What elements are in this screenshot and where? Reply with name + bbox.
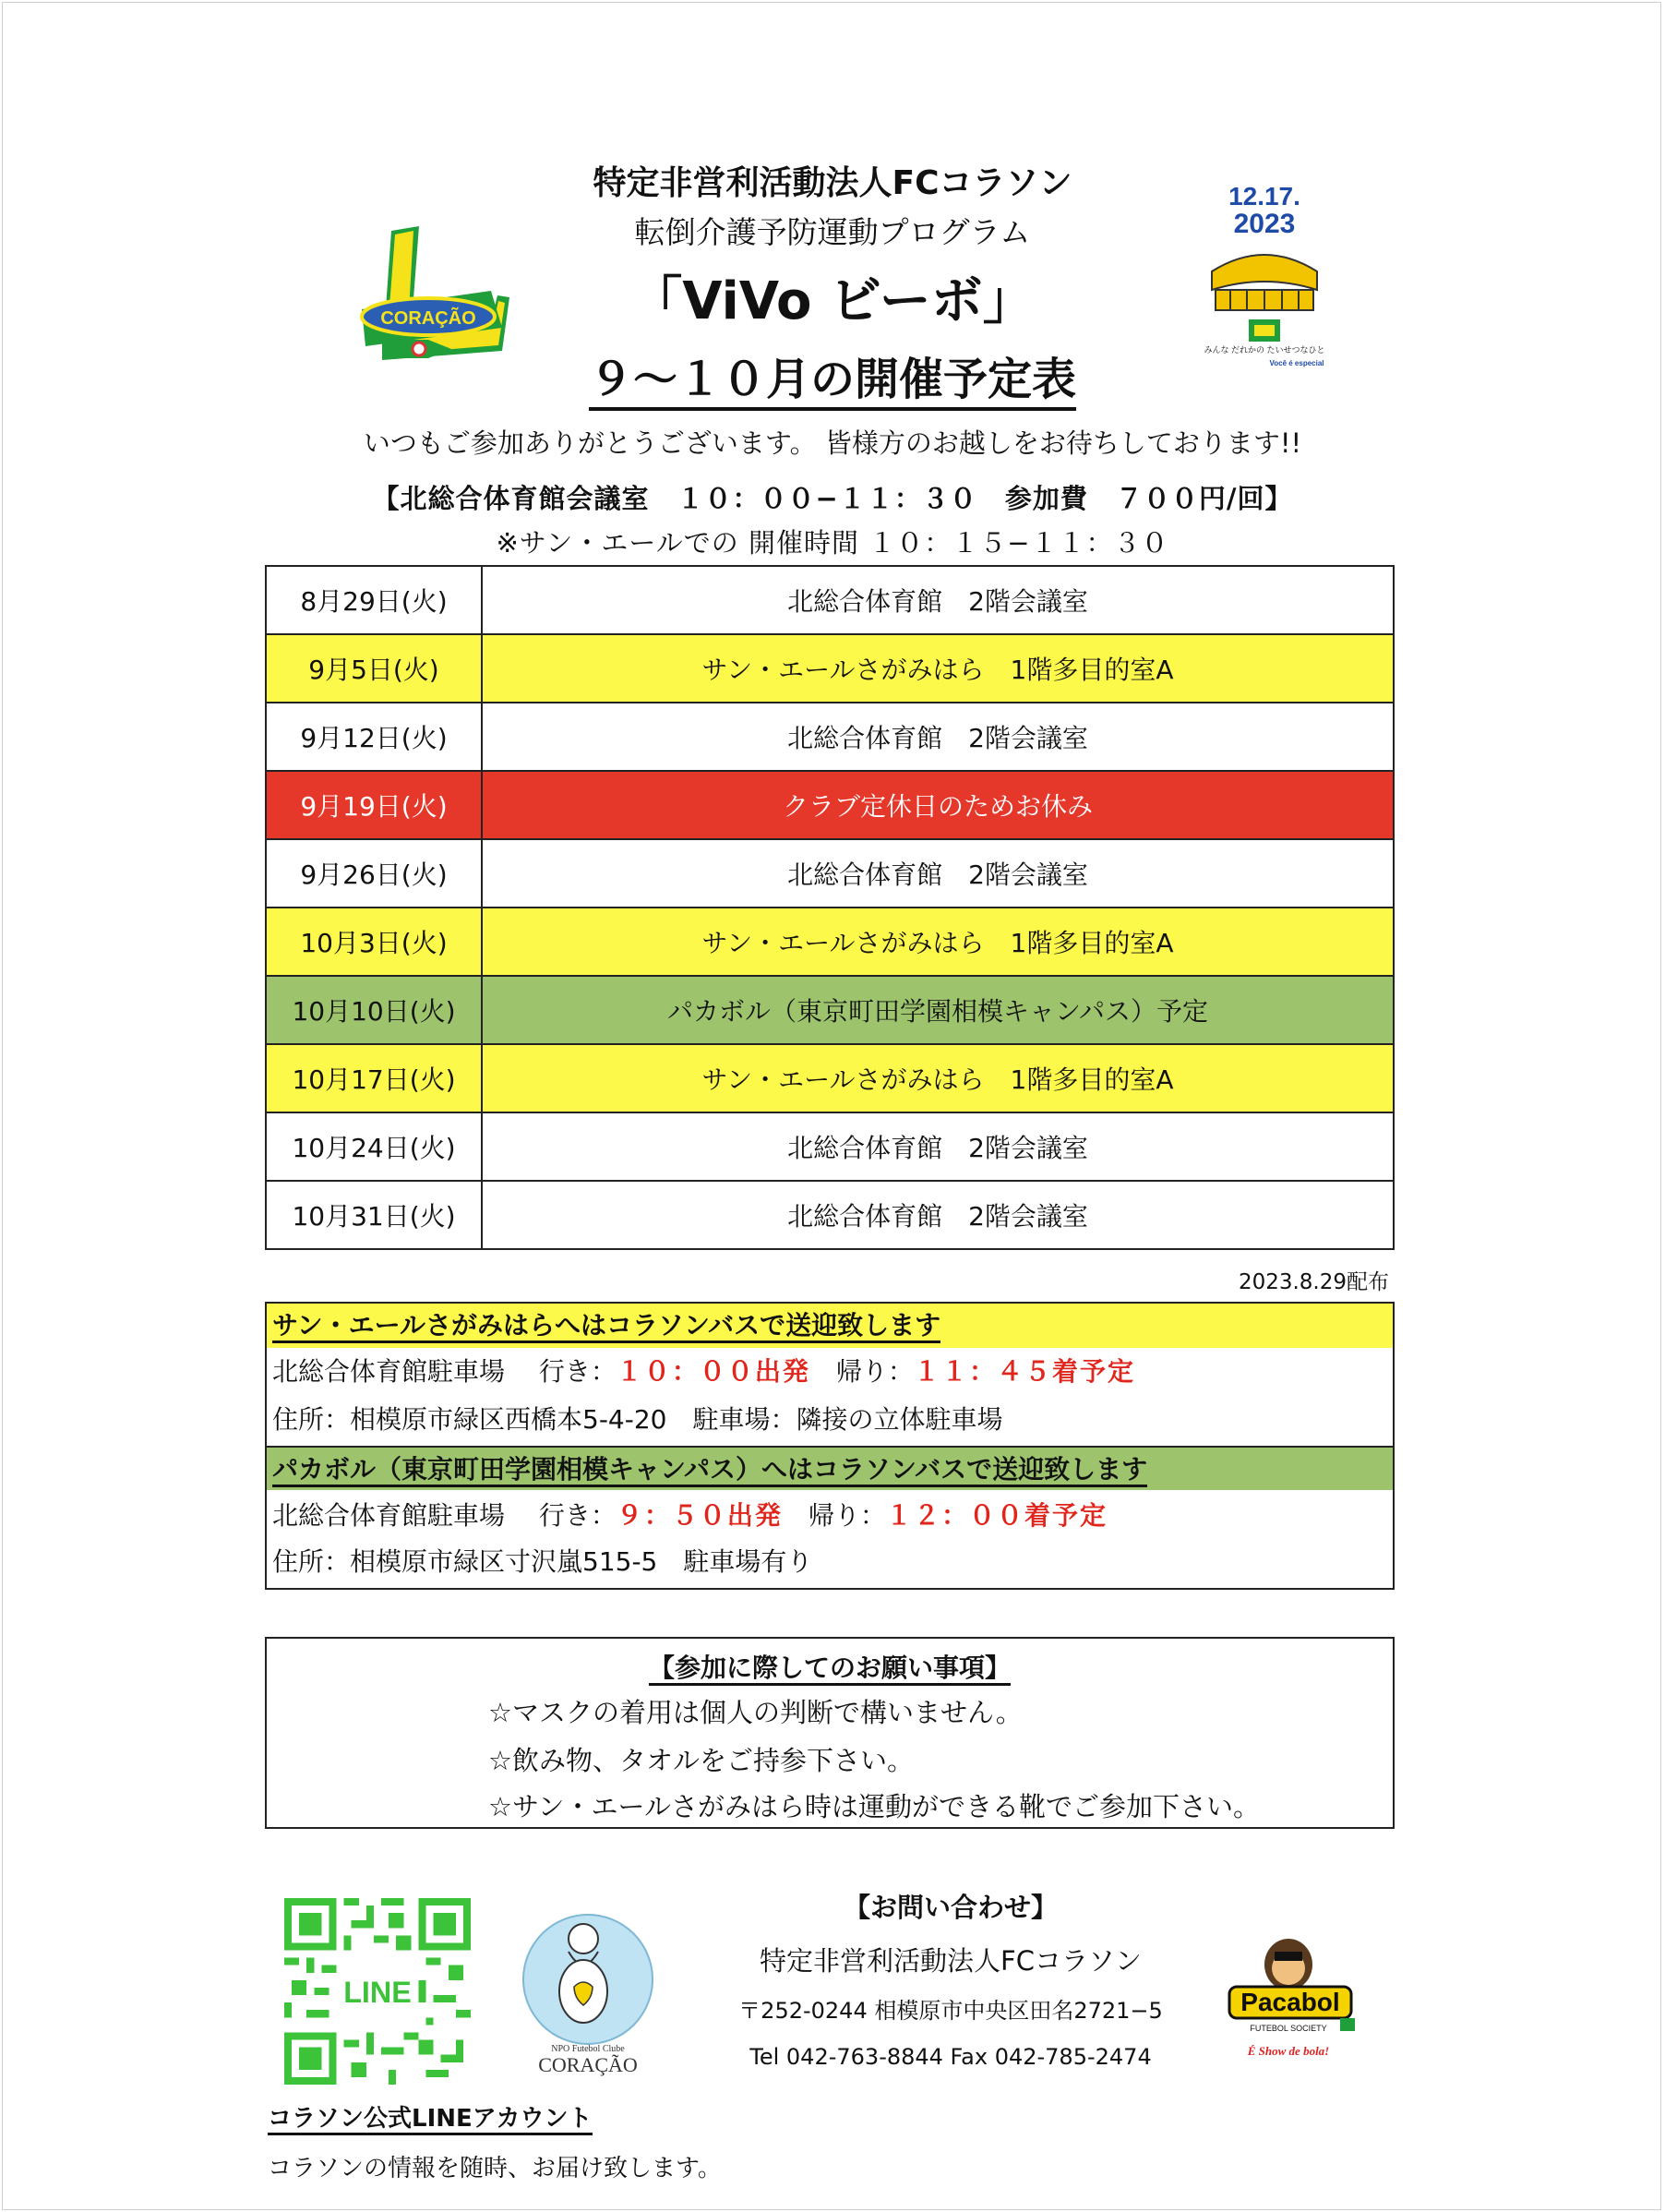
- coracao-logo-text: CORAÇÃO: [380, 308, 476, 329]
- schedule-row: [266, 1112, 1394, 1181]
- schedule-date: 10月10日(火): [266, 976, 482, 1044]
- schedule-place: サン・エールさがみはら 1階多目的室A: [482, 1044, 1394, 1112]
- pacabol-bus-heading-text: パカボル（東京町田学園相模キャンパス）へはコラソンバスで送迎致します: [272, 1454, 1147, 1487]
- schedule-row: [266, 839, 1394, 908]
- schedule-place: パカボル（東京町田学園相模キャンパス）予定: [482, 976, 1394, 1044]
- sunale-return-label: 帰り：: [809, 1356, 914, 1387]
- event-tagline-pt: Você é especial: [1269, 359, 1324, 367]
- schedule-row: [266, 1181, 1394, 1249]
- pacabol-logo: [1224, 1929, 1362, 2068]
- schedule-row: [266, 1044, 1394, 1112]
- mascot-name: CORAÇÃO: [538, 2053, 638, 2076]
- schedule-row: [266, 703, 1394, 771]
- line-account-title-text: コラソン公式LINEアカウント: [268, 2105, 593, 2135]
- coracao-mascot: [509, 1904, 666, 2079]
- contact-phone: Tel 042-763-8844 Fax 042-785-2474: [749, 2044, 1152, 2070]
- sunale-bus-heading-text: サン・エールさがみはらへはコラソンバスで送迎致します: [272, 1310, 940, 1343]
- event-date-line1: 12.17.: [1228, 182, 1300, 210]
- page-title: 「ViVo ビーボ」: [630, 271, 1035, 331]
- greeting-text: いつもご参加ありがとうございます。 皆様方のお越しをお待ちしております!!: [363, 427, 1302, 459]
- schedule-place: 北総合体育館 2階会議室: [482, 703, 1394, 771]
- pacabol-slogan: É Show de bola!: [1247, 2044, 1330, 2058]
- schedule-date: 9月12日(火): [266, 703, 482, 771]
- schedule-row: [266, 908, 1394, 976]
- pacabol-logo-text: Pacabol: [1240, 1988, 1340, 2016]
- org-name: 特定非営利活動法人FCコラソン: [593, 164, 1072, 202]
- event-date-line2: 2023: [1233, 209, 1296, 239]
- schedule-place: クラブ定休日のためお休み: [482, 771, 1394, 839]
- time-note: ※サン・エールでの 開催時間 １０：１５−１１：３０: [496, 527, 1169, 559]
- schedule-place: サン・エールさがみはら 1階多目的室A: [482, 908, 1394, 976]
- pacabol-sub: FUTEBOL SOCIETY: [1250, 2024, 1327, 2033]
- pacabol-depart-time: ９：５０出発: [616, 1500, 783, 1531]
- sunale-pickup: 北総合体育館駐車場 行き：: [272, 1356, 617, 1387]
- requests-title: [267, 1648, 1393, 1685]
- request-item: ☆マスクの着用は個人の判断で構いません。: [488, 1697, 1023, 1728]
- event-logo-2023: [1195, 181, 1334, 373]
- coracao-logo: [354, 222, 511, 369]
- pacabol-return-label: 帰り：: [782, 1500, 886, 1531]
- sunale-depart-time: １０：００出発: [616, 1356, 810, 1387]
- sunale-bus-heading: [267, 1304, 1393, 1348]
- qr-line-label: LINE: [343, 1976, 412, 2010]
- page-subtitle: [0, 343, 1665, 407]
- request-item: ☆飲み物、タオルをご持参下さい。: [488, 1745, 914, 1776]
- sunale-address: 住所：相模原市緑区西橋本5-4-20 駐車場：隣接の立体駐車場: [272, 1404, 1003, 1435]
- schedule-row: [266, 771, 1394, 839]
- contact-org: 特定非営利活動法人FCコラソン: [760, 1945, 1142, 1977]
- request-item: ☆サン・エールさがみはら時は運動ができる靴でご参加下さい。: [488, 1791, 1260, 1822]
- requests-box: [265, 1637, 1395, 1829]
- pacabol-bus-heading: [267, 1446, 1393, 1490]
- schedule-date: 10月24日(火): [266, 1112, 482, 1181]
- schedule-place: 北総合体育館 2階会議室: [482, 839, 1394, 908]
- schedule-date: 9月5日(火): [266, 634, 482, 703]
- schedule-row: [266, 634, 1394, 703]
- schedule-place: 北総合体育館 2階会議室: [482, 1112, 1394, 1181]
- schedule-date: 10月3日(火): [266, 908, 482, 976]
- schedule-date: 8月29日(火): [266, 566, 482, 634]
- distribution-date: 2023.8.29配布: [1238, 1270, 1389, 1294]
- requests-title-text: 【参加に際してのお願い事項】: [649, 1653, 1011, 1686]
- schedule-place: サン・エールさがみはら 1階多目的室A: [482, 634, 1394, 703]
- line-account-desc: コラソンの情報を随時、お届け致します。: [268, 2155, 722, 2182]
- schedule-table: [265, 565, 1395, 1250]
- pacabol-arrive-time: １２：００着予定: [885, 1500, 1108, 1531]
- subtitle-text: ９～１０月の開催予定表: [589, 354, 1076, 411]
- contact-address: 〒252-0244 相模原市中央区田名2721−5: [738, 1998, 1163, 2024]
- pacabol-address: 住所：相模原市緑区寸沢嵐515-5 駐車場有り: [272, 1546, 813, 1577]
- bus-info-box: [265, 1302, 1395, 1590]
- schedule-place: 北総合体育館 2階会議室: [482, 566, 1394, 634]
- schedule-body: [266, 566, 1394, 1249]
- venue-info: 【北総合体育館会議室 １０：００−１１：３０ 参加費 ７００円/回】: [372, 483, 1293, 514]
- sunale-bus-times: [272, 1350, 1135, 1394]
- sunale-arrive-time: １１：４５着予定: [913, 1356, 1135, 1387]
- mascot-small-text: NPO Futebol Clube: [551, 2044, 625, 2054]
- event-tagline: みんな だれかの たいせつなひと: [1204, 345, 1325, 355]
- line-qr-code[interactable]: [284, 1898, 471, 2085]
- schedule-date: 9月19日(火): [266, 771, 482, 839]
- contact-title: 【お問い合わせ】: [843, 1892, 1058, 1923]
- schedule-row: [266, 976, 1394, 1044]
- schedule-row: [266, 566, 1394, 634]
- pacabol-pickup: 北総合体育館駐車場 行き：: [272, 1500, 617, 1531]
- schedule-date: 10月17日(火): [266, 1044, 482, 1112]
- schedule-place: 北総合体育館 2階会議室: [482, 1181, 1394, 1249]
- schedule-date: 10月31日(火): [266, 1181, 482, 1249]
- schedule-date: 9月26日(火): [266, 839, 482, 908]
- line-account-title: [268, 2099, 593, 2134]
- program-name: 転倒介護予防運動プログラム: [634, 214, 1031, 250]
- pacabol-bus-times: [272, 1494, 1108, 1538]
